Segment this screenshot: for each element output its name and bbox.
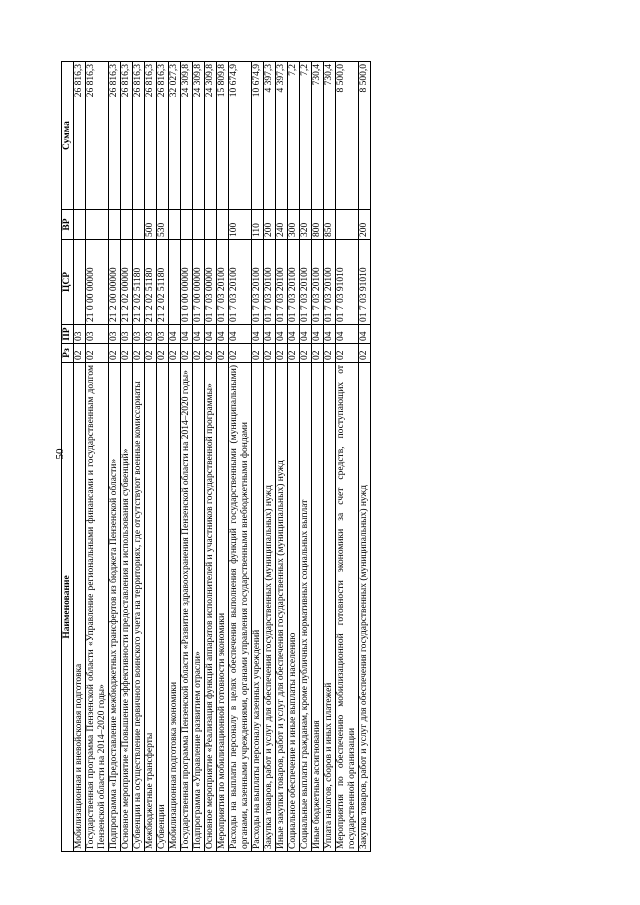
page-number: 50 — [54, 448, 66, 460]
table-row — [288, 62, 300, 852]
cell-pr: 03 — [109, 325, 121, 344]
cell-vr: 110 — [252, 210, 264, 240]
cell-pr: 03 — [121, 325, 133, 344]
cell-sum: 730,4 — [324, 62, 336, 210]
cell-csr: 01 7 03 20100 — [276, 240, 288, 325]
cell-rz: 02 — [359, 344, 371, 363]
cell-pr: 03 — [133, 325, 145, 344]
cell-rz: 02 — [181, 344, 193, 363]
cell-pr: 03 — [145, 325, 157, 344]
cell-csr: 21 2 02 51180 — [145, 240, 157, 325]
table-row — [264, 62, 276, 852]
cell-vr: 100 — [229, 210, 252, 240]
cell-sum: 26 816,3 — [121, 62, 133, 210]
cell-name: Закупка товаров, работ и услуг для обеспечения государственных (муниципальных) нужд — [359, 363, 371, 852]
cell-vr — [133, 210, 145, 240]
cell-pr: 04 — [288, 325, 300, 344]
cell-csr: 01 7 03 00000 — [205, 240, 217, 325]
cell-rz: 02 — [109, 344, 121, 363]
header-rz: Рз — [62, 344, 74, 363]
cell-rz: 02 — [276, 344, 288, 363]
table-row — [217, 62, 229, 852]
cell-name: Расходы на выплаты персоналу казенных учреждений — [252, 363, 264, 852]
cell-pr: 03 — [86, 325, 109, 344]
cell-csr — [74, 240, 86, 325]
cell-sum: 24 309,8 — [193, 62, 205, 210]
cell-sum: 26 816,3 — [74, 62, 86, 210]
cell-rz: 02 — [288, 344, 300, 363]
cell-csr: 21 2 02 51180 — [157, 240, 169, 325]
table-row — [276, 62, 288, 852]
cell-sum: 7,2 — [300, 62, 312, 210]
cell-csr: 21 2 02 00000 — [121, 240, 133, 325]
cell-csr: 01 7 03 20100 — [288, 240, 300, 325]
cell-csr: 21 0 00 00000 — [86, 240, 109, 325]
cell-name: Мобилизационная и вневойсковая подготовка — [74, 363, 86, 852]
cell-vr: 240 — [276, 210, 288, 240]
cell-vr: 320 — [300, 210, 312, 240]
cell-vr — [74, 210, 86, 240]
cell-vr — [121, 210, 133, 240]
cell-name: Основное мероприятие «Повышение эффективности предоставления и использования субвенций» — [121, 363, 133, 852]
cell-rz: 02 — [157, 344, 169, 363]
cell-sum: 8 500,0 — [336, 62, 359, 210]
header-name: Наименование — [62, 363, 74, 852]
cell-csr: 01 7 03 91010 — [359, 240, 371, 325]
cell-vr — [205, 210, 217, 240]
table-row — [252, 62, 264, 852]
table-body — [74, 62, 371, 852]
cell-csr: 01 7 03 20100 — [300, 240, 312, 325]
cell-name: Иные закупки товаров, работ и услуг для обеспечения государственных (муниципальных) нужд — [276, 363, 288, 852]
cell-pr: 04 — [312, 325, 324, 344]
table-header-row — [62, 62, 74, 852]
cell-rz: 02 — [300, 344, 312, 363]
table-row — [300, 62, 312, 852]
cell-csr: 01 7 03 91010 — [336, 240, 359, 325]
cell-vr: 300 — [288, 210, 300, 240]
cell-name: Межбюджетные трансферты — [145, 363, 157, 852]
cell-name: Уплата налогов, сборов и иных платежей — [324, 363, 336, 852]
cell-sum: 26 816,3 — [86, 62, 109, 210]
cell-vr — [169, 210, 181, 240]
cell-name: Подпрограмма «Предоставление межбюджетных трансфертов из бюджета Пензенской области» — [109, 363, 121, 852]
cell-pr: 04 — [264, 325, 276, 344]
cell-pr: 03 — [157, 325, 169, 344]
table-row — [133, 62, 145, 852]
cell-csr: 01 7 03 20100 — [264, 240, 276, 325]
cell-sum: 32 027,3 — [169, 62, 181, 210]
cell-vr — [181, 210, 193, 240]
cell-name: Социальные выплаты гражданам, кроме публичных нормативных социальных выплат — [300, 363, 312, 852]
cell-rz: 02 — [74, 344, 86, 363]
cell-name: Государственная программа Пензенской области «Управление региональными финансами и государственным долгом Пензенской области на 2014–2020 годы» — [86, 363, 109, 852]
cell-pr: 04 — [193, 325, 205, 344]
cell-sum: 10 674,9 — [229, 62, 252, 210]
table-row — [359, 62, 371, 852]
cell-rz: 02 — [229, 344, 252, 363]
table-row — [336, 62, 359, 852]
cell-name: Расходы на выплаты персоналу в целях обеспечения выполнения функций государственными (муниципальными) органами, казенными учреждениями, органами управления государственными внебюджетными фондами — [229, 363, 252, 852]
cell-vr — [217, 210, 229, 240]
table-row — [193, 62, 205, 852]
cell-rz: 02 — [145, 344, 157, 363]
cell-pr: 04 — [336, 325, 359, 344]
cell-vr: 200 — [359, 210, 371, 240]
cell-name: Подпрограмма «Управление развитием отрасли» — [193, 363, 205, 852]
cell-name: Социальное обеспечение и иные выплаты населению — [288, 363, 300, 852]
cell-rz: 02 — [312, 344, 324, 363]
cell-rz: 02 — [264, 344, 276, 363]
cell-vr: 200 — [264, 210, 276, 240]
cell-name: Иные бюджетные ассигнования — [312, 363, 324, 852]
table-row — [86, 62, 109, 852]
table-row — [324, 62, 336, 852]
cell-pr: 04 — [359, 325, 371, 344]
cell-sum: 24 309,8 — [205, 62, 217, 210]
cell-pr: 04 — [276, 325, 288, 344]
cell-name: Мероприятия по мобилизационной готовности экономики — [217, 363, 229, 852]
cell-csr: 01 7 03 20100 — [324, 240, 336, 325]
cell-name: Мероприятия по обеспечению мобилизационной готовности экономики за счет средств, поступающих от государственной организации — [336, 363, 359, 852]
cell-name: Закупка товаров, работ и услуг для обеспечения государственных (муниципальных) нужд — [264, 363, 276, 852]
cell-rz: 02 — [169, 344, 181, 363]
cell-csr: 21 2 02 51180 — [133, 240, 145, 325]
cell-sum: 4 397,3 — [276, 62, 288, 210]
header-sum: Сумма — [62, 62, 74, 210]
cell-vr — [336, 210, 359, 240]
cell-pr: 04 — [324, 325, 336, 344]
cell-vr: 850 — [324, 210, 336, 240]
cell-sum: 4 397,3 — [264, 62, 276, 210]
cell-pr: 04 — [181, 325, 193, 344]
table-row — [157, 62, 169, 852]
table-row — [229, 62, 252, 852]
cell-sum: 26 816,3 — [145, 62, 157, 210]
cell-vr: 800 — [312, 210, 324, 240]
cell-name: Субвенции на осуществление первичного воинского учета на территориях, где отсутствуют военные комиссариаты — [133, 363, 145, 852]
table-row — [145, 62, 157, 852]
cell-csr: 01 7 03 20100 — [252, 240, 264, 325]
cell-sum: 15 809,8 — [217, 62, 229, 210]
cell-name: Основное мероприятие «Реализация функций аппаратов исполнителей и участников государственной программы» — [205, 363, 217, 852]
budget-table — [61, 61, 371, 852]
cell-rz: 02 — [193, 344, 205, 363]
cell-pr: 04 — [252, 325, 264, 344]
header-pr: ПР — [62, 325, 74, 344]
cell-sum: 26 816,3 — [157, 62, 169, 210]
table-row — [205, 62, 217, 852]
cell-pr: 04 — [300, 325, 312, 344]
cell-pr: 04 — [229, 325, 252, 344]
cell-vr — [193, 210, 205, 240]
table-row — [74, 62, 86, 852]
cell-rz: 02 — [217, 344, 229, 363]
header-vr: ВР — [62, 210, 74, 240]
table-row — [169, 62, 181, 852]
cell-sum: 8 500,0 — [359, 62, 371, 210]
cell-rz: 02 — [133, 344, 145, 363]
cell-pr: 03 — [74, 325, 86, 344]
cell-csr: 01 7 00 00000 — [193, 240, 205, 325]
cell-csr: 01 0 00 00000 — [181, 240, 193, 325]
cell-sum: 10 674,9 — [252, 62, 264, 210]
cell-csr: 01 7 03 20100 — [217, 240, 229, 325]
cell-rz: 02 — [336, 344, 359, 363]
table-row — [121, 62, 133, 852]
cell-rz: 02 — [324, 344, 336, 363]
table-row — [181, 62, 193, 852]
cell-rz: 02 — [121, 344, 133, 363]
cell-sum: 24 309,8 — [181, 62, 193, 210]
cell-pr: 04 — [205, 325, 217, 344]
cell-csr: 21 2 00 00000 — [109, 240, 121, 325]
header-csr: ЦСР — [62, 240, 74, 325]
cell-name: Субвенции — [157, 363, 169, 852]
cell-rz: 02 — [205, 344, 217, 363]
cell-vr — [109, 210, 121, 240]
cell-vr: 500 — [145, 210, 157, 240]
cell-vr: 530 — [157, 210, 169, 240]
cell-vr — [86, 210, 109, 240]
cell-sum: 26 816,3 — [133, 62, 145, 210]
cell-pr: 04 — [217, 325, 229, 344]
table-row — [109, 62, 121, 852]
cell-name: Мобилизационная подготовка экономики — [169, 363, 181, 852]
rotated-page-content — [61, 62, 570, 852]
cell-rz: 02 — [252, 344, 264, 363]
cell-pr: 04 — [169, 325, 181, 344]
cell-sum: 730,4 — [312, 62, 324, 210]
cell-csr: 01 7 03 20100 — [312, 240, 324, 325]
cell-csr: 01 7 03 20100 — [229, 240, 252, 325]
table-row — [312, 62, 324, 852]
cell-csr — [169, 240, 181, 325]
cell-rz: 02 — [86, 344, 109, 363]
cell-sum: 26 816,3 — [109, 62, 121, 210]
cell-sum: 7,2 — [288, 62, 300, 210]
cell-name: Государственная программа Пензенской области «Развитие здравоохранения Пензенской области на 2014–2020 годы» — [181, 363, 193, 852]
